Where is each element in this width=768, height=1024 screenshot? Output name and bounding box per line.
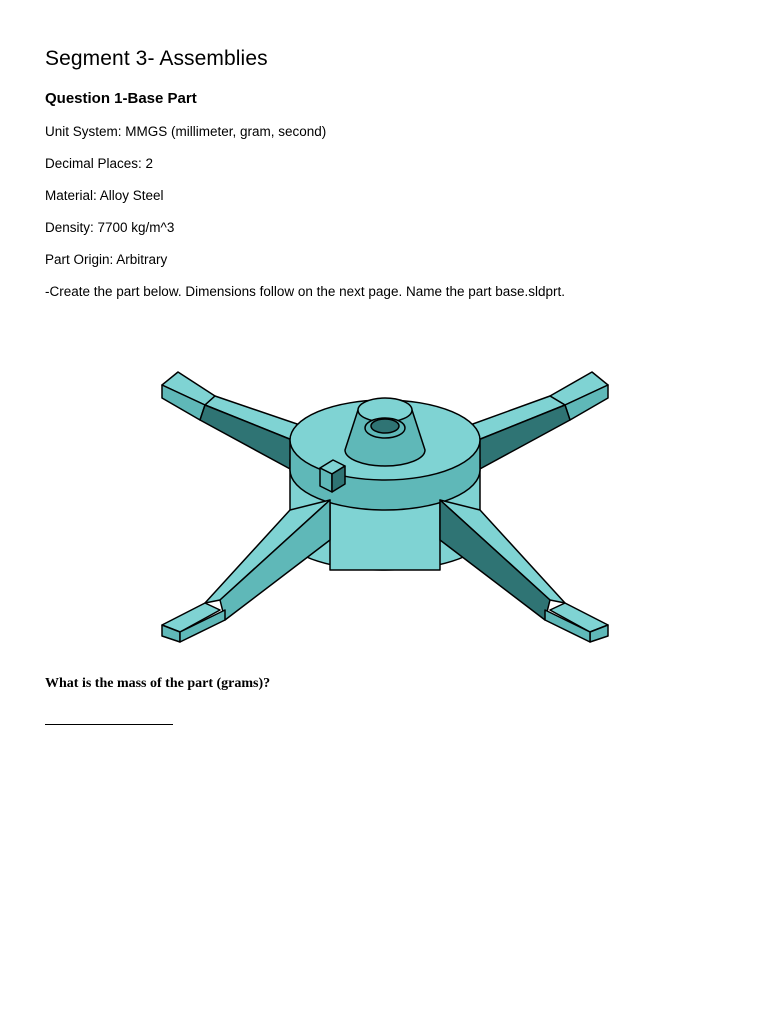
density-text: Density: 7700 kg/m^3 — [45, 220, 175, 235]
instructions-text: -Create the part below. Dimensions follow on the next page. Name the part base.sldprt. — [45, 284, 566, 299]
arm-back-right — [470, 372, 608, 470]
part-origin-text: Part Origin: Arbitrary — [45, 252, 168, 267]
decimal-places-text: Decimal Places: 2 — [45, 156, 154, 171]
material-text: Material: Alloy Steel — [45, 188, 164, 203]
arm-back-left — [162, 372, 300, 470]
question-heading: Question 1-Base Part — [45, 90, 197, 107]
arm-front-right — [440, 500, 608, 642]
unit-system-text: Unit System: MMGS (millimeter, gram, second) — [45, 124, 327, 139]
base-part-figure — [150, 360, 620, 650]
arm-front-left — [162, 500, 330, 642]
top-disc — [290, 398, 480, 510]
answer-blank-line[interactable] — [45, 724, 173, 725]
page-title: Segment 3- Assemblies — [45, 47, 268, 70]
mass-question: What is the mass of the part (grams)? — [45, 676, 271, 691]
